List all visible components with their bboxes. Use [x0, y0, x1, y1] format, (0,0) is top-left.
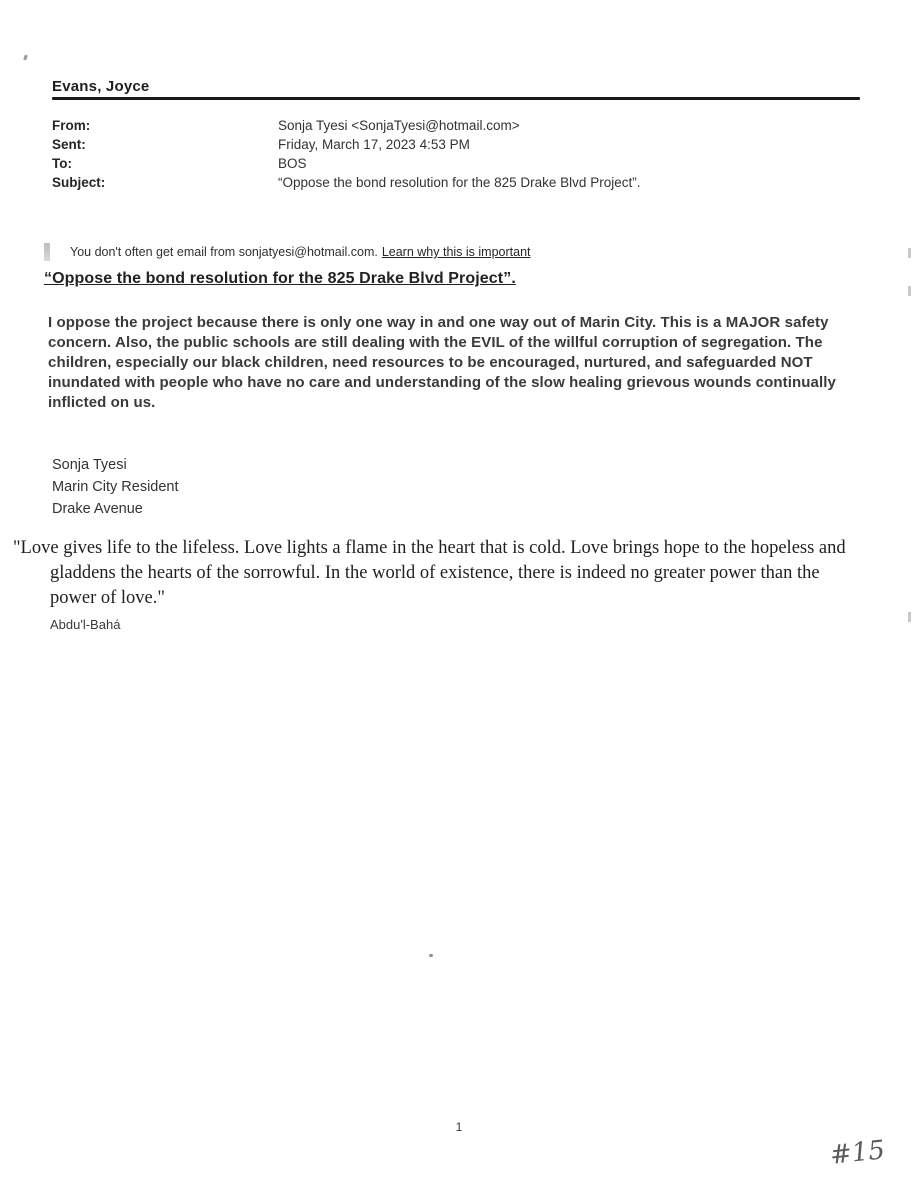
email-body-paragraph: I oppose the project because there is only one way in and one way out of Marin City. This is a MAJOR safety concern. Also, the public schools are still dealing with the EVIL of the willful corruption of segregation. The children, especially our black children, need resources to be encouraged, nurtured, and safeguarded NOT inundated with people who have no care and understanding of the slow healing grievous wounds continually inflicted on us.: [48, 314, 836, 411]
scan-artifact: [908, 286, 911, 296]
signature-name: Sonja Tyesi: [52, 457, 127, 473]
email-meta-block: [52, 118, 860, 194]
scan-artifact: [429, 954, 433, 957]
subject-label: Subject:: [52, 175, 106, 190]
subject-value: “Oppose the bond resolution for the 825 Drake Blvd Project”.: [278, 175, 641, 190]
to-value: BOS: [278, 156, 307, 171]
meta-row-to: [52, 156, 860, 171]
signature-address: Drake Avenue: [52, 501, 143, 517]
signature-block: [52, 454, 179, 520]
recipient-name: Evans, Joyce: [52, 78, 150, 95]
header-divider: [52, 97, 860, 100]
meta-row-sent: [52, 137, 860, 152]
signature-role: Marin City Resident: [52, 479, 179, 495]
quote-attribution: Abdu'l-Bahá: [50, 617, 121, 632]
handwritten-page-tag: #15: [828, 1135, 887, 1171]
notice-shield-icon: [44, 243, 50, 261]
sent-value: Friday, March 17, 2023 4:53 PM: [278, 137, 470, 152]
scan-artifact: [23, 55, 28, 61]
scan-artifact: [908, 248, 911, 258]
from-value: Sonja Tyesi <SonjaTyesi@hotmail.com>: [278, 118, 520, 133]
page-number: 1: [455, 1120, 463, 1134]
quote-text: "Love gives life to the lifeless. Love lights a flame in the heart that is cold. Love brings hope to the hopeless and gladdens the hearts of the sorrowful. In the world of existence, there is indeed no greater power than the power of love.": [13, 538, 846, 608]
external-sender-notice: [44, 243, 531, 261]
subject-heading: “Oppose the bond resolution for the 825 Drake Blvd Project”.: [44, 270, 516, 287]
meta-row-subject: [52, 175, 860, 190]
meta-row-from: [52, 118, 860, 133]
sent-label: Sent:: [52, 137, 86, 152]
from-label: From:: [52, 118, 91, 133]
notice-text: You don't often get email from sonjatyesi@hotmail.com.: [70, 245, 378, 259]
to-label: To:: [52, 156, 72, 171]
learn-why-link[interactable]: Learn why this is important: [381, 245, 531, 259]
scan-artifact: [908, 612, 911, 622]
